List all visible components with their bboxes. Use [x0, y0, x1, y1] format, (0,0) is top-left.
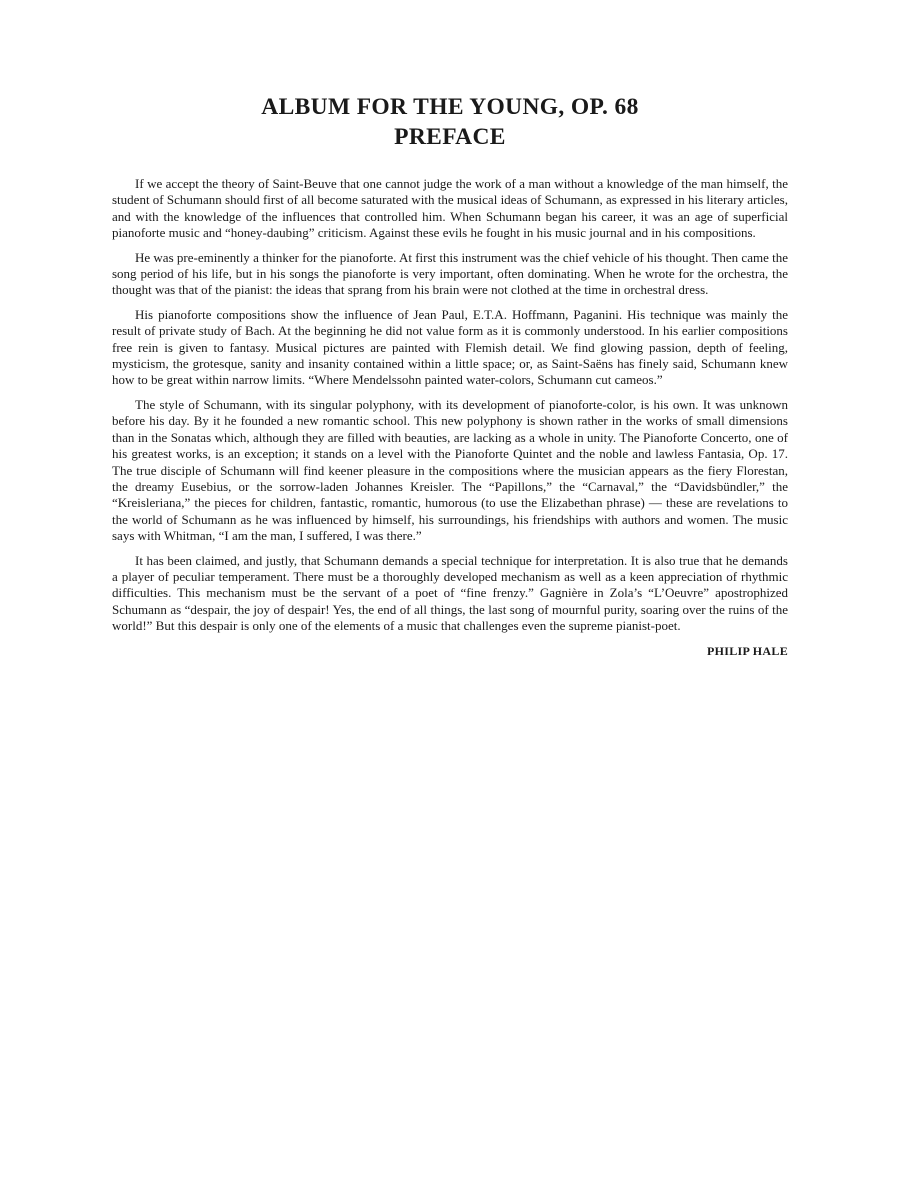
preface-paragraph-3: His pianoforte compositions show the influence of Jean Paul, E.T.A. Hoffmann, Paganini. His technique was mainly the result of private study of Bach. At the beginning he did not value form as it is commonly understood. In his earlier compositions free rein is given to fantasy. Musical pictures are painted with Flemish detail. We find glowing passion, depth of feeling, mysticism, the grotesque, sanity and insanity contained within a little space; or, as Saint-Saëns has finely said, Schumann knew how to be great within narrow limits. “Where Mendelssohn painted water-colors, Schumann cut cameos.”	[112, 306, 788, 388]
preface-body	[112, 176, 788, 659]
title-block	[112, 92, 788, 152]
preface-paragraph-4: The style of Schumann, with its singular polyphony, with its development of pianoforte-color, is his own. It was unknown before his day. By it he founded a new romantic school. This new polyphony is shown rather in the works of small dimensions than in the Sonatas which, although they are filled with beauties, are lacking as a whole in unity. The Pianoforte Concerto, one of his greatest works, is an exception; it stands on a level with the Pianoforte Quintet and the noble and lawless Fantasia, Op. 17. The true disciple of Schumann will find keener pleasure in the compositions where the musician appears as the fiery Florestan, the dreamy Eusebius, or the sorrow-laden Johannes Kreisler. The “Papillons,” the “Carnaval,” the “Davidsbündler,” the “Kreisleriana,” the pieces for children, fantastic, romantic, humorous (to use the Elizabethan phrase) — these are revelations to the world of Schumann as he was influenced by himself, his surroundings, his friendships with authors and women. The music says with Whitman, “I am the man, I suffered, I was there.”	[112, 396, 788, 544]
preface-paragraph-5: It has been claimed, and justly, that Schumann demands a special technique for interpretation. It is also true that he demands a player of peculiar temperament. There must be a thoroughly developed mechanism as well as a keen appreciation of rhythmic difficulties. This mechanism must be the servant of a poet of “fine frenzy.” Gagnière in Zola’s “L’Oeuvre” apostrophized Schumann as “despair, the joy of despair! Yes, the end of all things, the last song of mournful purity, soaring over the ruins of the world!” But this despair is only one of the elements of a music that challenges even the supreme pianist-poet.	[112, 552, 788, 634]
author-signature: PHILIP HALE	[707, 643, 788, 658]
preface-paragraph-2: He was pre-eminently a thinker for the pianoforte. At first this instrument was the chief vehicle of his thought. Then came the song period of his life, but in his songs the pianoforte is very important, often dominating. When he wrote for the orchestra, the thought was that of the pianist: the ideas that sprang from his brain were not clothed at the time in orchestral dress.	[112, 249, 788, 298]
document-subtitle: PREFACE	[394, 124, 506, 150]
document-title: ALBUM FOR THE YOUNG, OP. 68	[261, 94, 639, 120]
preface-paragraph-1: If we accept the theory of Saint-Beuve that one cannot judge the work of a man without a knowledge of the man himself, the student of Schumann should first of all become saturated with the musical ideas of Schumann, as expressed in his literary articles, and with the knowledge of the influences that controlled him. When Schumann began his career, it was an age of superficial pianoforte music and “honey-daubing” criticism. Against these evils he fought in his music journal and in his compositions.	[112, 176, 788, 241]
